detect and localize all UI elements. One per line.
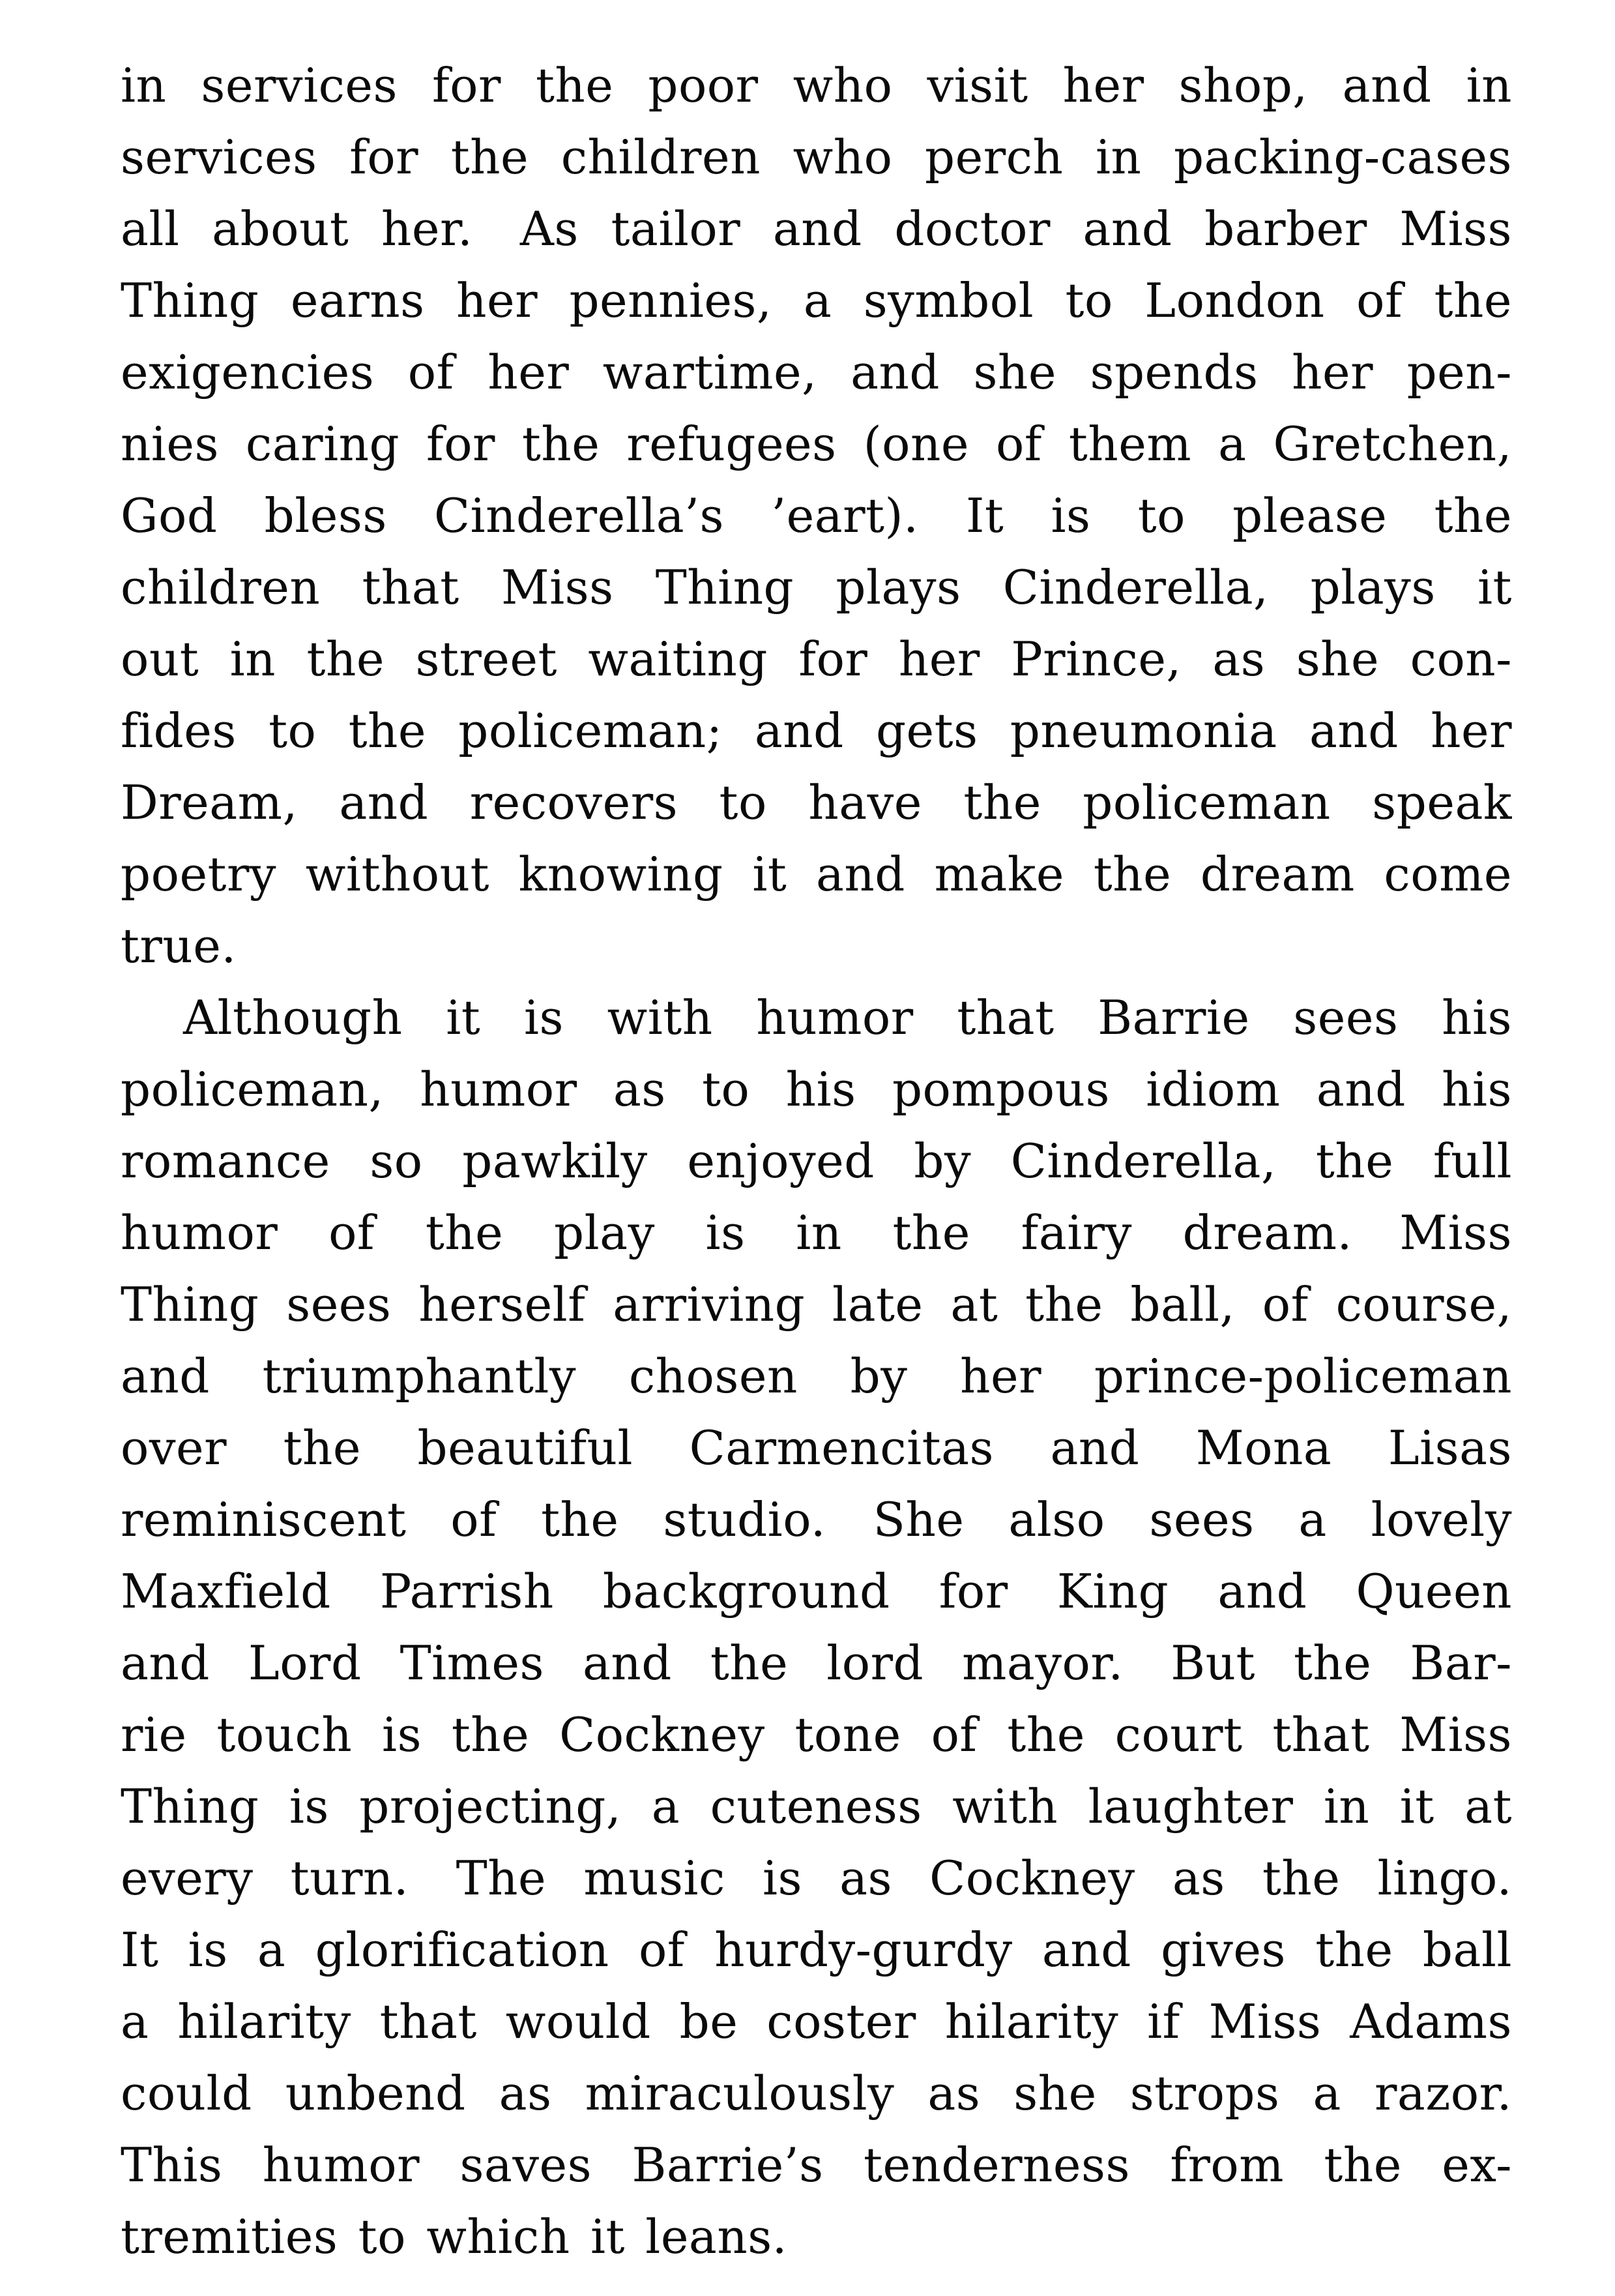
- text-line: Although it is with humor that Barrie sees his: [183, 990, 1512, 1045]
- text-line: fides to the policeman; and gets pneumonia and her: [121, 703, 1512, 758]
- text-line: romance so pawkily enjoyed by Cinderella, the full: [121, 1134, 1512, 1188]
- text-line: out in the street waiting for her Prince, as she con-: [121, 632, 1512, 686]
- text-line: Thing is projecting, a cuteness with laughter in it at: [121, 1779, 1512, 1834]
- text-line: tremities to which it leans.: [121, 2209, 788, 2264]
- text-line: Dream, and recovers to have the policeman speak: [121, 775, 1512, 830]
- text-line: true.: [121, 919, 237, 973]
- paragraph-2: [121, 982, 1512, 2273]
- text-line: rie touch is the Cockney tone of the court that Miss: [121, 1707, 1512, 1762]
- text-line: and triumphantly chosen by her prince-policeman: [121, 1349, 1512, 1404]
- text-line: nies caring for the refugees (one of them a Gretchen,: [121, 417, 1512, 471]
- text-line: over the beautiful Carmencitas and Mona Lisas: [121, 1420, 1512, 1475]
- text-line: services for the children who perch in packing-cases: [121, 130, 1512, 184]
- text-line: could unbend as miraculously as she strops a razor.: [121, 2066, 1512, 2121]
- text-line: This humor saves Barrie’s tenderness from the ex-: [121, 2138, 1512, 2192]
- text-block: [121, 50, 1512, 2273]
- text-line: Maxfield Parrish background for King and Queen: [121, 1564, 1512, 1619]
- text-line: humor of the play is in the fairy dream. Miss: [121, 1205, 1512, 1260]
- text-line: Thing earns her pennies, a symbol to London of the: [121, 273, 1512, 328]
- text-line: Thing sees herself arriving late at the ball, of course,: [121, 1277, 1512, 1332]
- text-line: every turn. The music is as Cockney as the lingo.: [121, 1851, 1512, 1906]
- text-line: exigencies of her wartime, and she spends her pen-: [121, 345, 1512, 400]
- text-line: poetry without knowing it and make the dream come: [121, 847, 1512, 902]
- text-line: children that Miss Thing plays Cinderella, plays it: [121, 560, 1512, 615]
- text-line: and Lord Times and the lord mayor. But the Bar-: [121, 1636, 1512, 1690]
- text-line: a hilarity that would be coster hilarity if Miss Adams: [121, 1994, 1512, 2049]
- text-line: policeman, humor as to his pompous idiom and his: [121, 1062, 1512, 1117]
- text-line: reminiscent of the studio. She also sees a lovely: [121, 1492, 1512, 1547]
- text-line: in services for the poor who visit her shop, and in: [121, 58, 1512, 113]
- paragraph-1: [121, 50, 1512, 982]
- text-line: It is a glorification of hurdy-gurdy and gives the ball: [121, 1922, 1512, 1977]
- text-line: God bless Cinderella’s ’eart). It is to please the: [121, 488, 1512, 543]
- text-line: all about her. As tailor and doctor and barber Miss: [121, 201, 1512, 256]
